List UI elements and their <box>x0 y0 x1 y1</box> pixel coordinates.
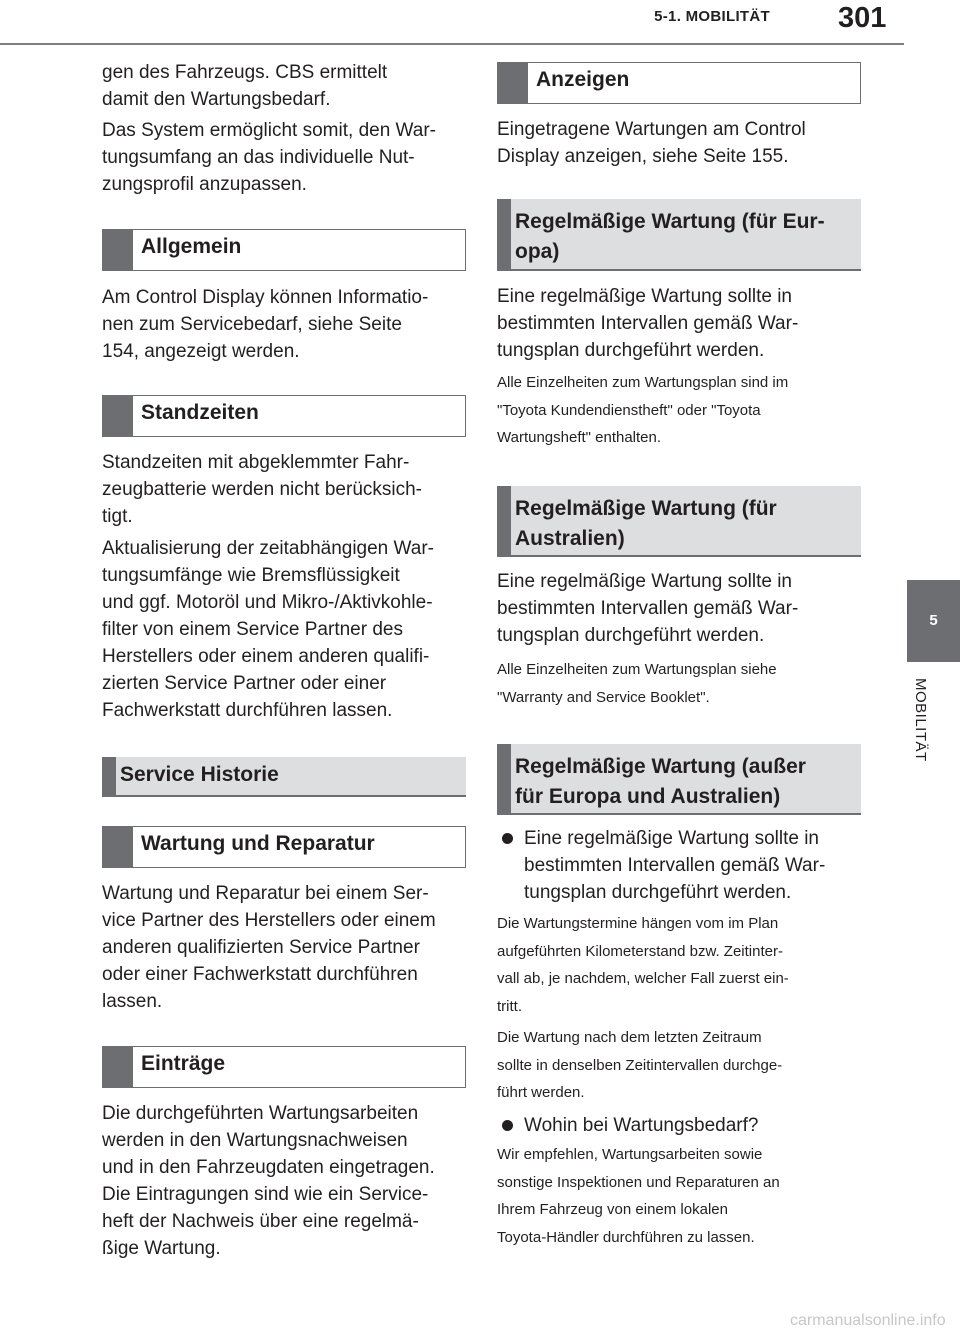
text-line: sollte in denselben Zeitintervallen durchge- <box>497 1056 783 1074</box>
text-line: und in den Fahrzeugdaten eingetragen. <box>102 1157 435 1178</box>
heading-bar <box>103 396 133 436</box>
page-number: 301 <box>838 2 887 34</box>
heading-line: für Europa und Australien) <box>515 785 781 808</box>
bullet-paragraph-2 <box>524 1112 758 1139</box>
heading-anzeigen <box>497 62 861 104</box>
text-line: bestimmten Intervallen gemäß War- <box>497 313 799 334</box>
intro-paragraph-2 <box>102 117 436 198</box>
text-line: Herstellers oder einem anderen qualifi- <box>102 646 430 667</box>
text-line: werden in den Wartungsnachweisen <box>102 1130 408 1151</box>
heading-line: opa) <box>515 240 560 263</box>
heading-text <box>515 207 825 267</box>
text-line: Wartung und Reparatur bei einem Ser- <box>102 883 429 904</box>
heading-text: Einträge <box>141 1052 226 1075</box>
chapter-label: MOBILITÄT <box>912 678 929 762</box>
text-line: führt werden. <box>497 1084 585 1101</box>
australien-paragraph <box>497 568 798 649</box>
heading-text: Wartung und Reparatur <box>141 832 375 855</box>
heading-bar <box>497 199 511 269</box>
heading-australien <box>497 486 861 557</box>
eintraege-paragraph <box>102 1100 435 1262</box>
text-line: Wartungsheft" enthalten. <box>497 429 662 446</box>
text-line: Ihrem Fahrzeug von einem lokalen <box>497 1201 728 1218</box>
heading-bar <box>102 757 116 795</box>
standzeiten-paragraph-1 <box>102 449 422 530</box>
heading-standzeiten <box>102 395 466 437</box>
text-line: oder einer Fachwerkstatt durchführen <box>102 964 418 985</box>
heading-bar <box>497 486 511 555</box>
heading-bar <box>498 63 528 103</box>
watermark: carmanualsonline.info <box>790 1312 946 1329</box>
bullet-dot-icon <box>502 833 513 844</box>
europa-paragraph <box>497 283 798 364</box>
text-line: tungsplan durchgeführt werden. <box>497 625 765 646</box>
text-line: Standzeiten mit abgeklemmter Fahr- <box>102 452 410 473</box>
text-line: Wir empfehlen, Wartungsarbeiten sowie <box>497 1146 763 1163</box>
text-line: 154, angezeigt werden. <box>102 341 300 362</box>
text-line: tritt. <box>497 997 522 1015</box>
text-line: zungsprofil anzupassen. <box>102 174 307 195</box>
text-line: Toyota-Händler durchführen zu lassen. <box>497 1228 755 1246</box>
heading-line: Regelmäßige Wartung (für Eur- <box>515 210 825 233</box>
text-line: Alle Einzelheiten zum Wartungsplan sind im <box>497 374 789 391</box>
heading-text: Allgemein <box>141 235 242 258</box>
heading-eintraege <box>102 1046 466 1088</box>
text-line: filter von einem Service Partner des <box>102 619 403 640</box>
text-line: Eine regelmäßige Wartung sollte in <box>497 286 792 307</box>
heading-allgemein <box>102 229 466 271</box>
text-line: Display anzeigen, siehe Seite 155. <box>497 146 789 167</box>
text-line: Die Wartungstermine hängen vom im Plan <box>497 915 779 932</box>
heading-ausser-europa <box>497 744 861 815</box>
text-line: sonstige Inspektionen und Reparaturen an <box>497 1173 780 1191</box>
text-line: Eingetragene Wartungen am Control <box>497 119 806 140</box>
text-line: nen zum Servicebedarf, siehe Seite <box>102 314 402 335</box>
chapter-tab: 5 <box>907 580 960 662</box>
text-line: aufgeführten Kilometerstand bzw. Zeitinter- <box>497 942 783 960</box>
text-line: zierten Service Partner oder einer <box>102 673 387 694</box>
anzeigen-paragraph <box>497 116 806 170</box>
text-line: vice Partner des Herstellers oder einem <box>102 910 436 931</box>
heading-service-historie <box>102 757 466 797</box>
text-line: tungsumfänge wie Bremsflüssigkeit <box>102 565 400 586</box>
text-line: und ggf. Motoröl und Mikro-/Aktivkohle- <box>102 592 433 613</box>
text-line: heft der Nachweis über eine regelmä- <box>102 1211 419 1232</box>
text-line: tungsplan durchgeführt werden. <box>497 340 765 361</box>
text-line: Alle Einzelheiten zum Wartungsplan siehe <box>497 661 777 678</box>
heading-text: Anzeigen <box>536 68 630 91</box>
heading-text <box>515 494 777 554</box>
text-line: Die Eintragungen sind wie ein Service- <box>102 1184 429 1205</box>
heading-line: Australien) <box>515 527 625 550</box>
text-line: vall ab, je nachdem, welcher Fall zuerst ein- <box>497 970 789 987</box>
text-line: tungsumfang an das individuelle Nut- <box>102 147 415 168</box>
text-line: Die Wartung nach dem letzten Zeitraum <box>497 1029 762 1046</box>
text-line: bestimmten Intervallen gemäß War- <box>497 598 799 619</box>
heading-line: Regelmäßige Wartung (für <box>515 497 777 520</box>
heading-text: Standzeiten <box>141 401 259 424</box>
text-line: Die durchgeführten Wartungsarbeiten <box>102 1103 419 1124</box>
text-line: zeugbatterie werden nicht berücksich- <box>102 479 423 500</box>
text-line: ßige Wartung. <box>102 1238 221 1259</box>
australien-note <box>497 656 777 711</box>
intro-paragraph <box>102 59 387 113</box>
heading-wartung-reparatur <box>102 826 466 868</box>
text-line: tungsplan durchgeführt werden. <box>524 882 792 903</box>
text-line: anderen qualifizierten Service Partner <box>102 937 420 958</box>
heading-bar <box>103 230 133 270</box>
text-line: tigt. <box>102 506 133 527</box>
text-line: Eine regelmäßige Wartung sollte in <box>497 571 792 592</box>
heading-text <box>515 752 806 812</box>
wartung-paragraph <box>102 880 436 1015</box>
text-line: lassen. <box>102 991 163 1012</box>
allgemein-paragraph <box>102 284 428 365</box>
text-line: "Toyota Kundendienstheft" oder "Toyota <box>497 401 761 419</box>
text-line: damit den Wartungsbedarf. <box>102 89 331 110</box>
text-line: Eine regelmäßige Wartung sollte in <box>524 828 819 849</box>
bullet-paragraph-1 <box>524 825 825 906</box>
heading-bar <box>103 827 133 867</box>
standzeiten-paragraph-2 <box>102 535 434 724</box>
heading-line: Regelmäßige Wartung (außer <box>515 755 806 778</box>
bullet1-note-1 <box>497 910 789 1020</box>
heading-bar <box>103 1047 133 1087</box>
heading-europa <box>497 199 861 271</box>
text-line: Am Control Display können Informatio- <box>102 287 429 308</box>
text-line: Fachwerkstatt durchführen lassen. <box>102 700 393 721</box>
europa-note <box>497 369 788 452</box>
section-title: 5-1. MOBILITÄT <box>654 8 770 25</box>
heading-text: Service Historie <box>120 763 279 786</box>
text-line: Wohin bei Wartungsbedarf? <box>524 1115 759 1136</box>
text-line: gen des Fahrzeugs. CBS ermittelt <box>102 62 388 83</box>
heading-bar <box>497 744 511 813</box>
bullet1-note-2 <box>497 1024 782 1107</box>
text-line: Aktualisierung der zeitabhängigen War- <box>102 538 434 559</box>
header-divider <box>0 43 904 45</box>
bullet-dot-icon <box>502 1120 513 1131</box>
text-line: "Warranty and Service Booklet". <box>497 688 710 706</box>
bullet2-note <box>497 1141 780 1251</box>
text-line: bestimmten Intervallen gemäß War- <box>524 855 826 876</box>
text-line: Das System ermöglicht somit, den War- <box>102 120 436 141</box>
